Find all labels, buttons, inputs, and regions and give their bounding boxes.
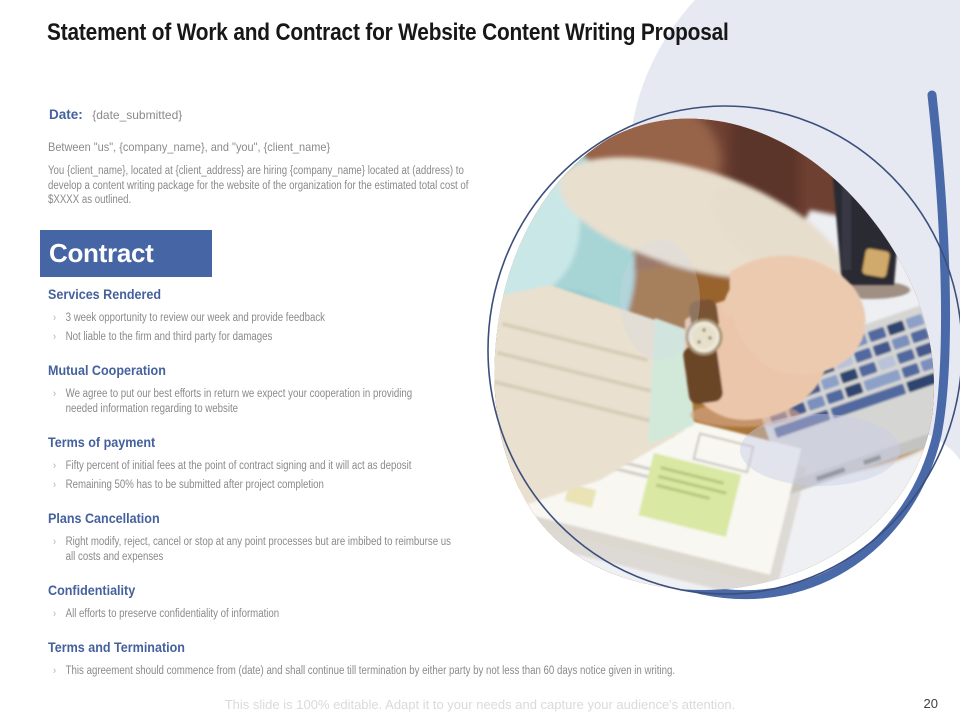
bullet-chevron-icon: ›	[53, 312, 57, 324]
bullet-text: All efforts to preserve confidentiality of information	[65, 608, 280, 620]
contract-section	[48, 640, 828, 681]
bullet-item	[48, 328, 427, 347]
date-value: {date_submitted}	[92, 108, 183, 122]
section-bullet-list	[48, 457, 703, 495]
bullet-text: This agreement should commence from (date) and shall continue till termination by either party by not less than 60 days notice given in writing.	[65, 665, 676, 677]
bullet-text: Remaining 50% has to be submitted after project completion	[65, 479, 324, 491]
contract-section	[48, 511, 828, 567]
bullet-item	[48, 662, 703, 681]
contract-section	[48, 363, 828, 419]
section-heading: Terms and Termination	[48, 640, 185, 655]
page-number: 20	[923, 696, 938, 711]
bullet-item	[48, 476, 536, 495]
bullet-item	[48, 385, 425, 419]
section-bullet-list	[48, 662, 703, 681]
contract-sections	[48, 287, 828, 697]
bullet-chevron-icon: ›	[53, 388, 57, 400]
bullet-item	[48, 457, 536, 476]
section-heading: Terms of payment	[48, 435, 156, 450]
bullet-text: We agree to put our best efforts in return we expect your cooperation in providing needed information regarding to website	[65, 388, 413, 415]
bullet-chevron-icon: ›	[53, 608, 57, 620]
bullet-chevron-icon: ›	[53, 665, 57, 677]
section-heading: Mutual Cooperation	[48, 363, 166, 378]
bullet-item	[48, 605, 502, 624]
contract-section	[48, 583, 828, 624]
date-row	[49, 106, 182, 124]
section-bullet-list	[48, 309, 703, 347]
section-bullet-list	[48, 605, 703, 624]
bullet-item	[48, 533, 454, 567]
section-heading: Plans Cancellation	[48, 511, 160, 526]
intro-paragraph: You {client_name}, located at {client_address} are hiring {company_name} located at (address) to develop a content writing package for the website of the organization for the estimated total cost of $XXXX as outlined.	[48, 165, 469, 206]
bullet-chevron-icon: ›	[53, 331, 57, 343]
section-heading: Services Rendered	[48, 287, 162, 302]
date-label: Date:	[49, 107, 83, 122]
bullet-chevron-icon: ›	[53, 460, 57, 472]
bullet-text: Not liable to the firm and third party for damages	[65, 331, 273, 343]
footer-note: This slide is 100% editable. Adapt it to your needs and capture your audience's attention.	[224, 697, 736, 712]
contract-title-label: Contract	[49, 238, 154, 268]
bullet-chevron-icon: ›	[53, 536, 57, 548]
bullet-chevron-icon: ›	[53, 479, 57, 491]
bullet-text: Right modify, reject, cancel or stop at any point processes but are imbibed to reimburse us all costs and expenses	[65, 536, 451, 563]
bullet-item	[48, 309, 427, 328]
contract-title-box	[40, 230, 212, 277]
section-bullet-list	[48, 533, 703, 567]
section-bullet-list	[48, 385, 703, 419]
parties-line: Between "us", {company_name}, and "you", {client_name}	[48, 140, 331, 154]
section-heading: Confidentiality	[48, 583, 136, 598]
contract-section	[48, 287, 828, 347]
page-title: Statement of Work and Contract for Website Content Writing Proposal	[47, 19, 729, 46]
contract-section	[48, 435, 828, 495]
bullet-text: Fifty percent of initial fees at the point of contract signing and it will act as deposit	[65, 460, 412, 472]
bullet-text: 3 week opportunity to review our week and provide feedback	[65, 312, 326, 324]
